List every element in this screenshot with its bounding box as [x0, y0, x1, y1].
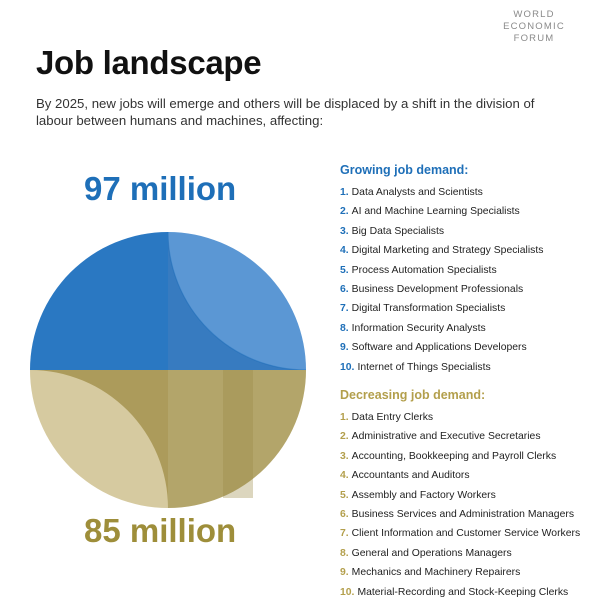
item-text: Software and Applications Developers — [351, 342, 527, 354]
growing-figure-label: 97 million — [84, 170, 237, 207]
job-shift-graphic — [30, 232, 306, 508]
item-number: 1. — [340, 412, 349, 423]
list-item — [340, 319, 595, 338]
growing-half-dark — [30, 232, 168, 370]
item-text: Data Analysts and Scientists — [351, 187, 483, 198]
item-number: 2. — [340, 431, 349, 443]
list-item — [340, 544, 595, 563]
growing-heading: Growing job demand: — [340, 163, 469, 177]
list-item — [340, 583, 595, 602]
item-text: Process Automation Specialists — [351, 264, 497, 276]
item-text: Client Information and Customer Service Workers — [351, 528, 581, 540]
item-text: Accountants and Auditors — [351, 470, 470, 482]
logo-line-1: WORLD — [513, 9, 555, 20]
list-item — [340, 338, 595, 357]
wef-logo — [496, 9, 572, 45]
item-number: 7. — [340, 528, 349, 540]
list-item — [340, 427, 595, 446]
decreasing-stripe — [223, 370, 253, 498]
item-number: 9. — [340, 342, 349, 354]
item-text: Accounting, Bookkeeping and Payroll Clerks — [351, 450, 557, 462]
item-text: Digital Marketing and Strategy Specialists — [351, 245, 544, 257]
list-item — [340, 358, 595, 377]
list-item — [340, 524, 595, 543]
logo-line-3: FORUM — [513, 33, 555, 44]
item-text: Data Entry Clerks — [351, 412, 434, 423]
item-number: 6. — [340, 284, 349, 296]
item-number: 5. — [340, 264, 349, 276]
list-item — [340, 261, 595, 280]
list-item — [340, 183, 595, 202]
decreasing-figure-label: 85 million — [84, 512, 237, 549]
list-item — [340, 202, 595, 221]
decreasing-heading: Decreasing job demand: — [340, 388, 486, 402]
list-item — [340, 447, 595, 466]
item-number: 3. — [340, 225, 349, 237]
item-text: Big Data Specialists — [351, 225, 445, 237]
growing-list — [340, 163, 595, 377]
list-item — [340, 486, 595, 505]
item-number: 3. — [340, 450, 349, 462]
item-text: Administrative and Executive Secretaries — [351, 431, 541, 443]
item-number: 8. — [340, 547, 349, 559]
list-item — [340, 222, 595, 241]
item-text: Business Development Professionals — [351, 284, 524, 296]
page-title: Job landscape — [36, 44, 262, 81]
item-number: 10. — [340, 586, 355, 598]
decreasing-list — [340, 388, 595, 602]
item-number: 2. — [340, 206, 349, 218]
item-number: 7. — [340, 303, 349, 315]
item-text: General and Operations Managers — [351, 547, 512, 559]
item-text: Information Security Analysts — [351, 322, 486, 334]
logo-line-2: ECONOMIC — [503, 21, 565, 32]
item-number: 4. — [340, 470, 349, 482]
item-number: 4. — [340, 245, 349, 257]
item-number: 1. — [340, 187, 349, 198]
list-item — [340, 241, 595, 260]
list-item — [340, 563, 595, 582]
item-number: 9. — [340, 567, 349, 579]
list-item — [340, 408, 595, 427]
item-number: 6. — [340, 509, 349, 521]
item-text: AI and Machine Learning Specialists — [351, 206, 520, 218]
item-text: Digital Transformation Specialists — [351, 303, 506, 315]
item-number: 10. — [340, 361, 355, 373]
intro-text: By 2025, new jobs will emerge and others will be displaced by a shift in the division of labour between humans and machines, affecting: — [36, 96, 535, 128]
item-text: Internet of Things Specialists — [357, 361, 491, 373]
item-text: Mechanics and Machinery Repairers — [351, 567, 521, 579]
item-number: 5. — [340, 489, 349, 501]
item-text: Assembly and Factory Workers — [351, 489, 496, 501]
list-item — [340, 280, 595, 299]
item-number: 8. — [340, 322, 349, 334]
item-text: Business Services and Administration Managers — [351, 509, 575, 521]
list-item — [340, 466, 595, 485]
item-text: Material-Recording and Stock-Keeping Clerks — [357, 586, 569, 598]
list-item — [340, 505, 595, 524]
list-item — [340, 299, 595, 318]
